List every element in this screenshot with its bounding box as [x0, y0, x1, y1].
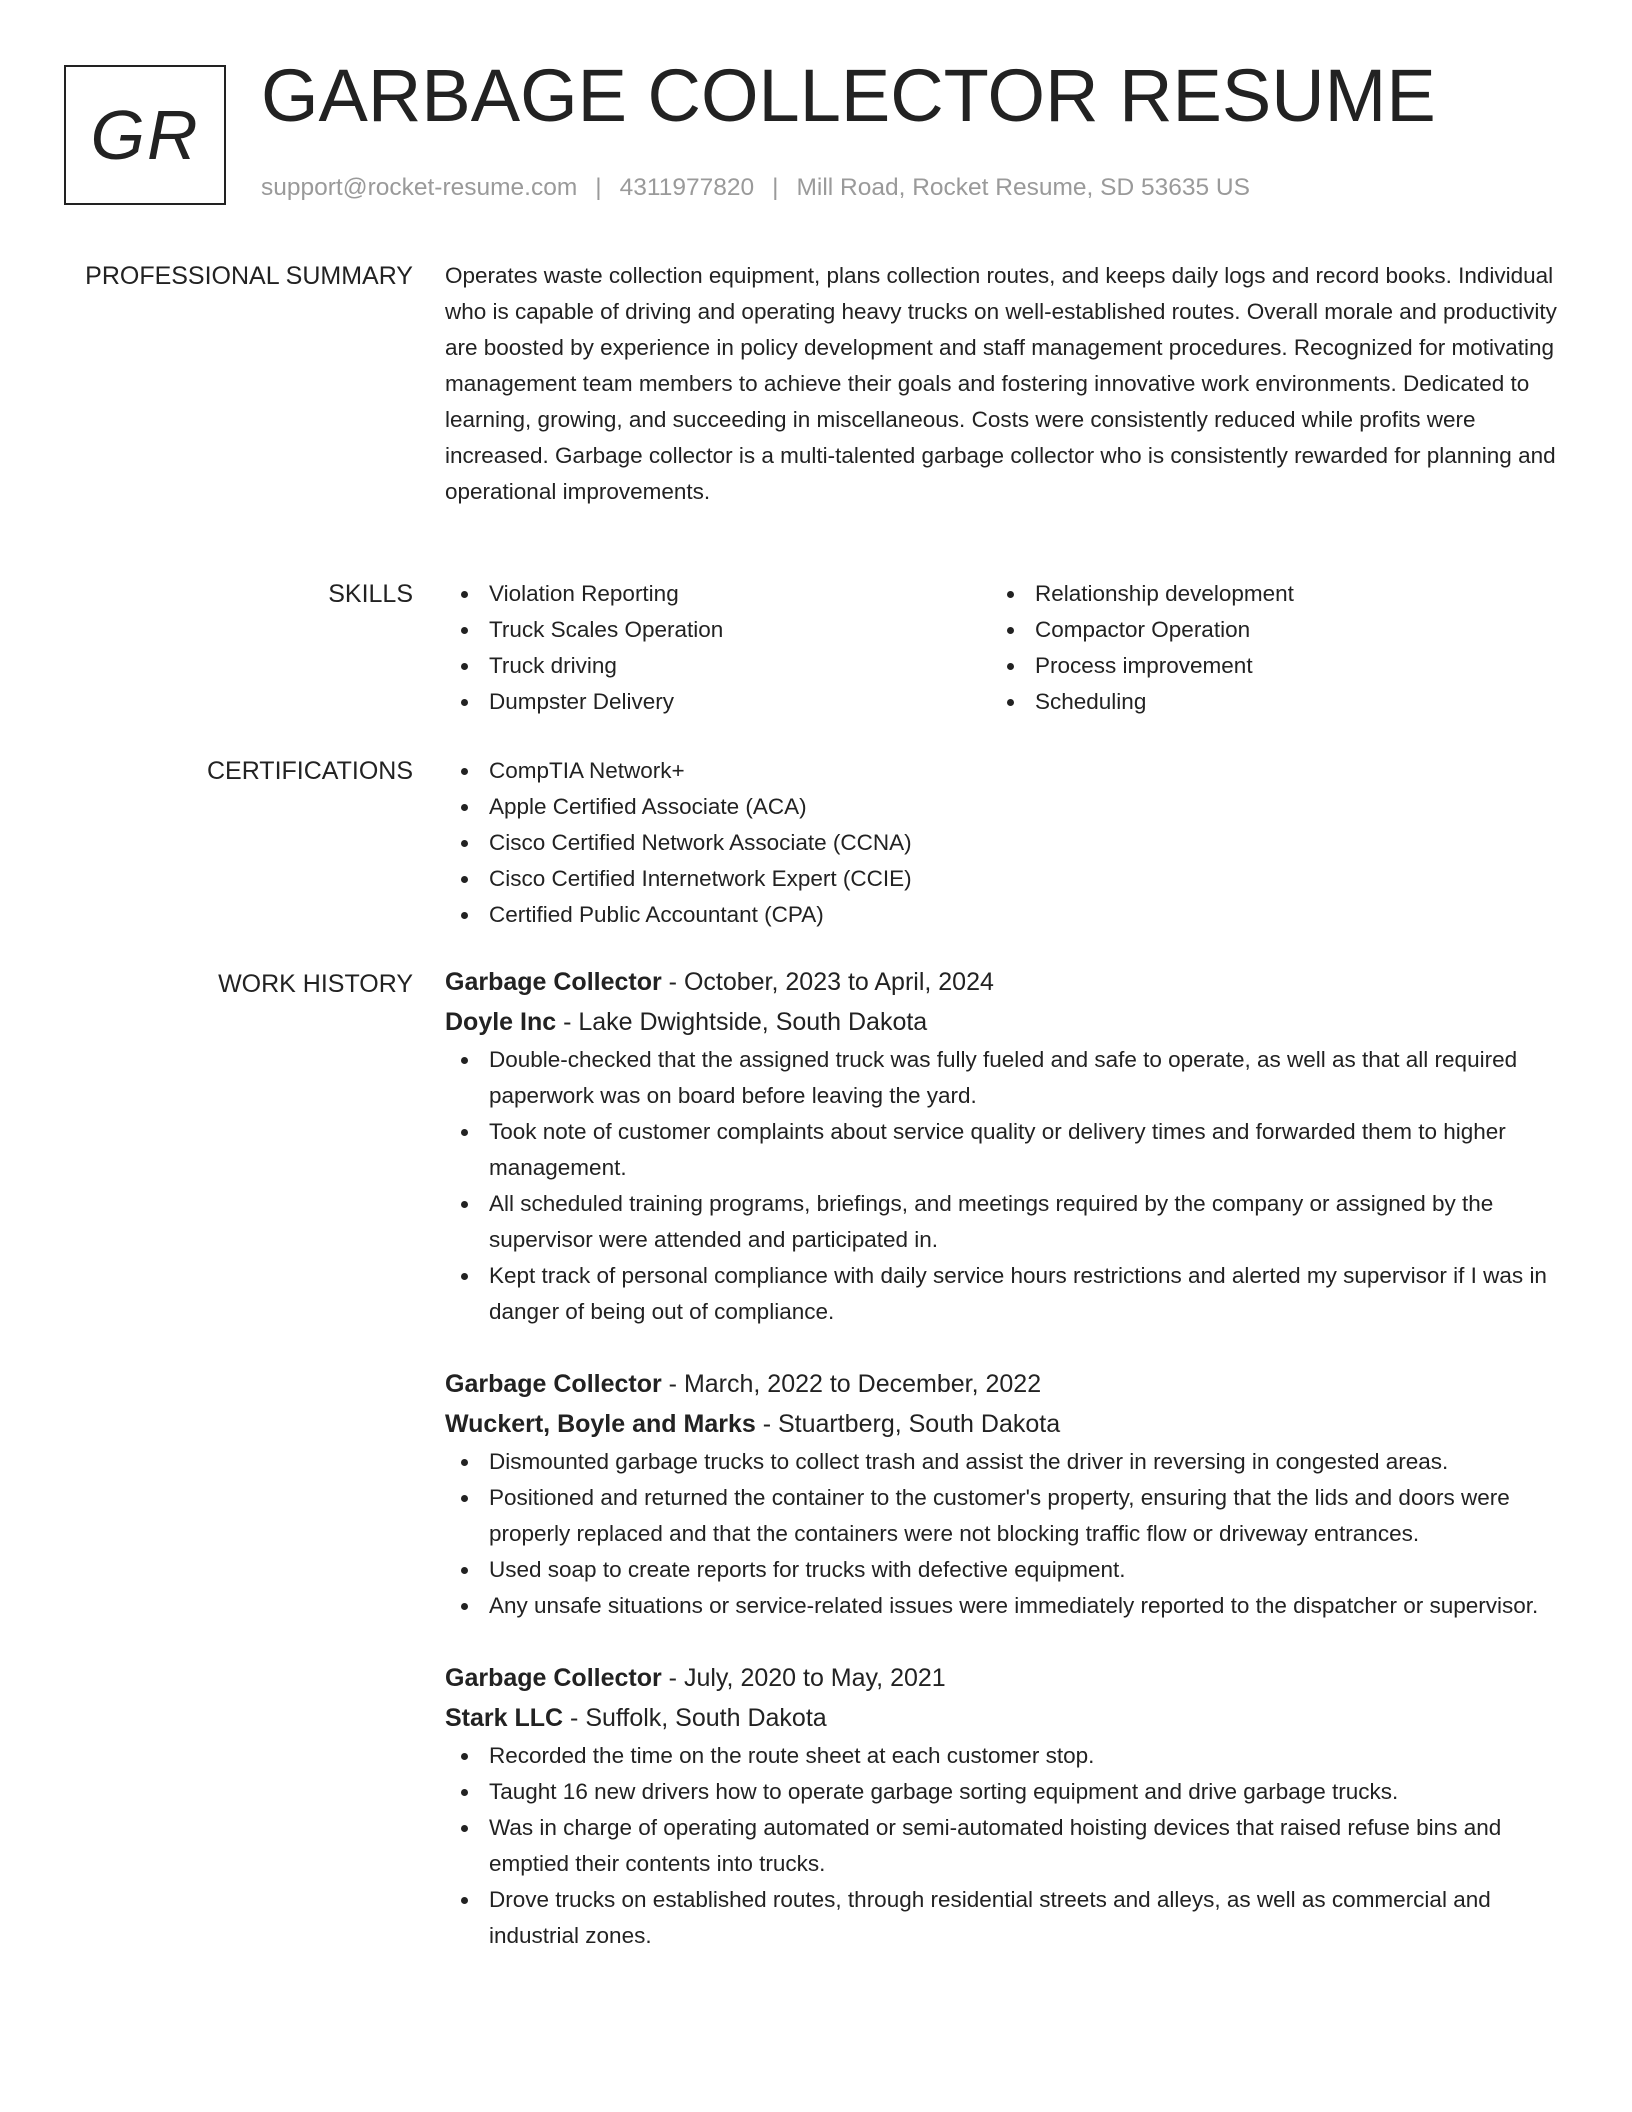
summary-body	[445, 258, 1560, 510]
job-company: Doyle Inc	[445, 1008, 557, 1036]
job-title: Garbage Collector	[445, 1664, 662, 1692]
job-bullet: Double-checked that the assigned truck was fully fueled and safe to operate, as well as that all required paperwork was on board before leaving the yard.	[445, 1042, 1560, 1114]
job-dates: October, 2023 to April, 2024	[683, 968, 994, 996]
job-bullet: Taught 16 new drivers how to operate garbage sorting equipment and drive garbage trucks.	[445, 1774, 1560, 1810]
job-bullet: Kept track of personal compliance with daily service hours restrictions and alerted my supervisor if I was in danger of being out of compliance.	[445, 1258, 1560, 1330]
job-company-line	[445, 1002, 1560, 1042]
job-bullet: Took note of customer complaints about service quality or delivery times and forwarded them to higher management.	[445, 1114, 1560, 1186]
monogram-initials: GR	[90, 96, 200, 174]
job-bullet: All scheduled training programs, briefings, and meetings required by the company or assigned by the supervisor were attended and participated in.	[445, 1186, 1560, 1258]
summary-text: Operates waste collection equipment, plans collection routes, and keeps daily logs and record books. Individual who is capable of driving and operating heavy trucks on well-established routes. Overall morale and productivity are boosted by experience in policy development and staff management procedures. Recognized for motivating management team members to achieve their goals and fostering innovative work environments. Dedicated to learning, growing, and succeeding in miscellaneous. Costs were consistently reduced while profits were increased. Garbage collector is a multi-talented garbage collector who is consistently rewarded for planning and operational improvements.	[445, 263, 1557, 504]
contact-address: Mill Road, Rocket Resume, SD 53635 US	[796, 174, 1250, 201]
job-location: Lake Dwightside, South Dakota	[578, 1008, 928, 1036]
job-bullet: Positioned and returned the container to the customer's property, ensuring that the lids and doors were properly replaced and that the containers were not blocking traffic flow or driveway entrances.	[445, 1480, 1560, 1552]
job-dates: March, 2022 to December, 2022	[683, 1370, 1042, 1398]
certifications-label: CERTIFICATIONS	[206, 757, 413, 785]
skill-item: Process improvement	[991, 648, 1537, 684]
skills-list-left	[445, 576, 991, 720]
work-history-body	[445, 962, 1560, 1988]
certification-item: Apple Certified Associate (ACA)	[445, 789, 1560, 825]
job-location: Stuartberg, South Dakota	[777, 1410, 1061, 1438]
skills-list-right	[991, 576, 1537, 720]
job-company: Stark LLC	[445, 1704, 564, 1732]
contact-separator: |	[595, 174, 602, 201]
job-entry	[445, 1364, 1560, 1624]
job-title-line	[445, 1658, 1560, 1698]
job-title: Garbage Collector	[445, 1370, 662, 1398]
contact-email: support@rocket-resume.com	[261, 174, 578, 201]
skill-item: Truck driving	[445, 648, 991, 684]
skill-item: Truck Scales Operation	[445, 612, 991, 648]
job-dates: July, 2020 to May, 2021	[683, 1664, 946, 1692]
certification-item: Cisco Certified Internetwork Expert (CCIE)	[445, 861, 1560, 897]
job-bullet: Any unsafe situations or service-related issues were immediately reported to the dispatcher or supervisor.	[445, 1588, 1560, 1624]
job-title-line	[445, 962, 1560, 1002]
summary-label: PROFESSIONAL SUMMARY	[85, 262, 413, 290]
job-bullet: Used soap to create reports for trucks with defective equipment.	[445, 1552, 1560, 1588]
job-dash: -	[661, 1664, 684, 1692]
job-title-line	[445, 1364, 1560, 1404]
certification-item: Certified Public Accountant (CPA)	[445, 897, 1560, 933]
certification-item: Cisco Certified Network Associate (CCNA)	[445, 825, 1560, 861]
skills-label: SKILLS	[328, 580, 413, 608]
job-bullet: Drove trucks on established routes, through residential streets and alleys, as well as commercial and industrial zones.	[445, 1882, 1560, 1954]
job-dash: -	[755, 1410, 778, 1438]
certification-item: CompTIA Network+	[445, 753, 1560, 789]
job-bullets	[445, 1444, 1560, 1624]
contact-phone: 4311977820	[619, 174, 755, 201]
certifications-body	[445, 753, 1560, 933]
skill-item: Scheduling	[991, 684, 1537, 720]
job-dash: -	[661, 1370, 684, 1398]
work-history-label: WORK HISTORY	[218, 970, 413, 998]
monogram-logo	[64, 65, 226, 205]
job-bullet: Recorded the time on the route sheet at each customer stop.	[445, 1738, 1560, 1774]
skill-item: Relationship development	[991, 576, 1537, 612]
skills-body	[445, 576, 1560, 720]
job-location: Suffolk, South Dakota	[585, 1704, 827, 1732]
job-entry	[445, 962, 1560, 1330]
job-dash: -	[556, 1008, 579, 1036]
job-bullets	[445, 1738, 1560, 1954]
job-bullet: Dismounted garbage trucks to collect trash and assist the driver in reversing in congested areas.	[445, 1444, 1560, 1480]
job-company: Wuckert, Boyle and Marks	[445, 1410, 756, 1438]
skill-item: Violation Reporting	[445, 576, 991, 612]
skill-item: Compactor Operation	[991, 612, 1537, 648]
skill-item: Dumpster Delivery	[445, 684, 991, 720]
job-dash: -	[563, 1704, 586, 1732]
contact-line	[261, 174, 1250, 202]
job-bullets	[445, 1042, 1560, 1330]
job-dash: -	[661, 968, 684, 996]
contact-separator: |	[772, 174, 779, 201]
job-entry	[445, 1658, 1560, 1954]
certifications-list	[445, 753, 1560, 933]
job-company-line	[445, 1698, 1560, 1738]
resume-title: GARBAGE COLLECTOR RESUME	[261, 54, 1436, 137]
job-title: Garbage Collector	[445, 968, 662, 996]
job-company-line	[445, 1404, 1560, 1444]
job-bullet: Was in charge of operating automated or semi-automated hoisting devices that raised refuse bins and emptied their contents into trucks.	[445, 1810, 1560, 1882]
